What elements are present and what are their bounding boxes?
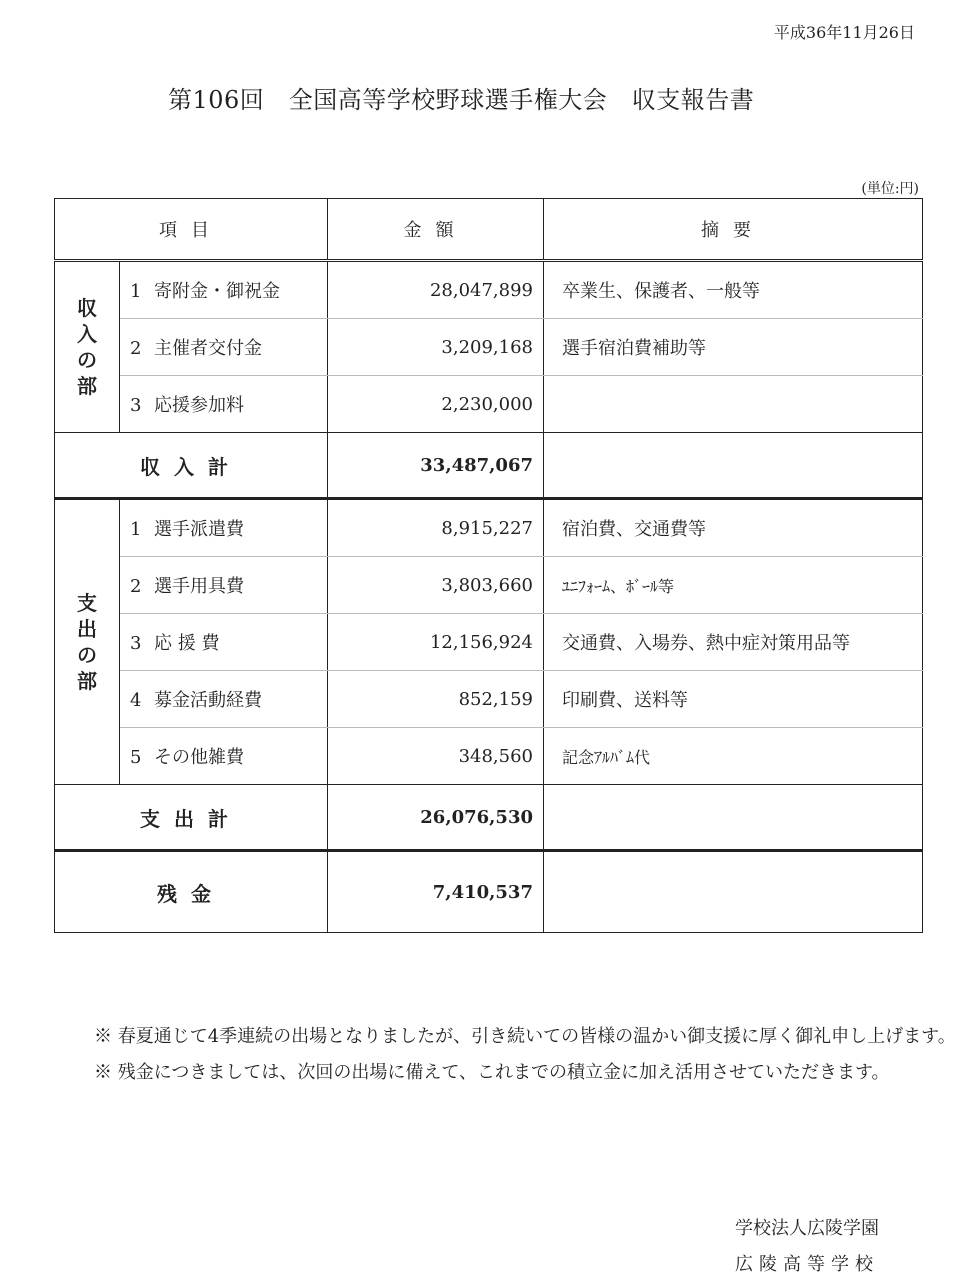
item-cell: [120, 376, 328, 433]
item-name: 応援参加料: [154, 395, 244, 416]
note-cell: [544, 376, 923, 433]
item-cell: [120, 671, 328, 728]
table-header: [55, 199, 923, 261]
item-number: 1: [130, 519, 142, 540]
item-number: 4: [130, 690, 142, 711]
note-1: ※ 春夏通じて4季連続の出場となりましたが、引き続いての皆様の温かい御支援に厚く御礼申し上げます。: [94, 1026, 956, 1047]
amount-cell: 852,159: [328, 671, 544, 728]
note-cell: 卒業生、保護者、一般等: [544, 261, 923, 319]
header-note: 摘要: [544, 199, 923, 261]
note-cell: 記念ｱﾙﾊﾞﾑ代: [544, 728, 923, 785]
note-cell: 交通費、入場券、熱中症対策用品等: [544, 614, 923, 671]
balance-amount: 7,410,537: [328, 851, 544, 933]
item-cell: [120, 261, 328, 319]
item-cell: [120, 499, 328, 557]
note-cell: 選手宿泊費補助等: [544, 319, 923, 376]
item-cell: [120, 557, 328, 614]
balance-row: [55, 851, 923, 933]
notes: [94, 1020, 956, 1092]
balance-note: [544, 851, 923, 933]
item-number: 2: [130, 338, 142, 359]
item-number: 2: [130, 576, 142, 597]
subtotal-label: 収入計: [55, 433, 328, 499]
note-cell: ﾕﾆﾌｫｰﾑ、ﾎﾞｰﾙ等: [544, 557, 923, 614]
amount-cell: 12,156,924: [328, 614, 544, 671]
table-row: [55, 728, 923, 785]
table-row: [55, 376, 923, 433]
item-cell: [120, 614, 328, 671]
category-text: 支出の部: [77, 591, 97, 693]
table-row: [55, 614, 923, 671]
table-row: [55, 671, 923, 728]
item-name: 募金活動経費: [154, 690, 262, 711]
note-cell: 印刷費、送料等: [544, 671, 923, 728]
organization-name: 学校法人広陵学園: [735, 1218, 879, 1239]
subtotal-amount: 33,487,067: [328, 433, 544, 499]
subtotal-label: 支出計: [55, 785, 328, 851]
item-name: 主催者交付金: [154, 338, 262, 359]
item-name: 選手派遣費: [154, 519, 244, 540]
school-name: 広陵高等学校: [735, 1254, 879, 1275]
amount-cell: 28,047,899: [328, 261, 544, 319]
subtotal-row: [55, 433, 923, 499]
subtotal-amount: 26,076,530: [328, 785, 544, 851]
table-row: [55, 261, 923, 319]
item-name: その他雑費: [154, 747, 244, 768]
subtotal-note: [544, 433, 923, 499]
category-label: [55, 499, 120, 785]
item-number: 5: [130, 747, 142, 768]
balance-table: [54, 198, 923, 933]
balance-label: 残金: [55, 851, 328, 933]
item-cell: [120, 728, 328, 785]
amount-cell: 8,915,227: [328, 499, 544, 557]
page-title: 第106回 全国高等学校野球選手権大会 収支報告書: [168, 86, 755, 114]
unit-label: (単位:円): [861, 181, 919, 197]
item-number: 3: [130, 395, 142, 416]
item-number: 1: [130, 281, 142, 302]
item-cell: [120, 319, 328, 376]
table-row: [55, 557, 923, 614]
note-2: ※ 残金につきましては、次回の出場に備えて、これまでの積立金に加え活用させていただきます。: [94, 1062, 890, 1083]
category-text: 収入の部: [77, 296, 97, 398]
table-row: [55, 319, 923, 376]
amount-cell: 3,803,660: [328, 557, 544, 614]
item-number: 3: [130, 633, 142, 654]
header-amount: 金額: [328, 199, 544, 261]
item-name: 選手用具費: [154, 576, 244, 597]
item-name: 寄附金・御祝金: [154, 281, 280, 302]
amount-cell: 348,560: [328, 728, 544, 785]
amount-cell: 3,209,168: [328, 319, 544, 376]
category-label: [55, 261, 120, 433]
subtotal-note: [544, 785, 923, 851]
header-item: 項目: [55, 199, 328, 261]
table-row: [55, 499, 923, 557]
subtotal-row: [55, 785, 923, 851]
report-date: 平成36年11月26日: [773, 23, 915, 42]
item-name: 応 援 費: [154, 633, 220, 654]
amount-cell: 2,230,000: [328, 376, 544, 433]
note-cell: 宿泊費、交通費等: [544, 499, 923, 557]
